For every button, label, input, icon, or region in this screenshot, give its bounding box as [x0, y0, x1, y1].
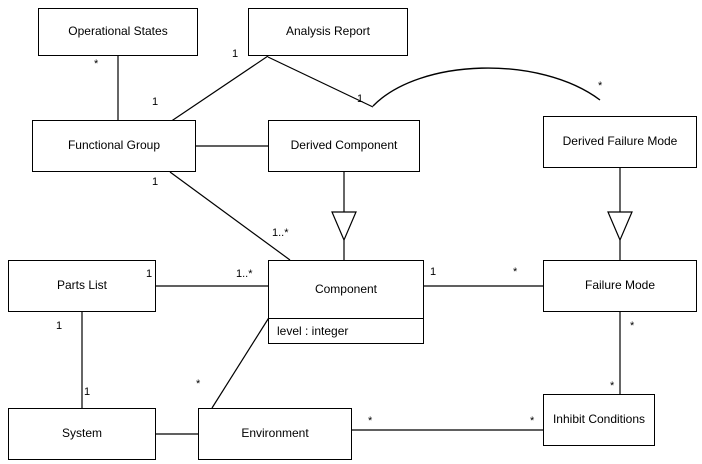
class-derived-component[interactable]	[268, 120, 420, 172]
class-name: Parts List	[56, 278, 107, 293]
multiplicity-label: *	[94, 58, 99, 70]
class-inhibit-conditions[interactable]	[543, 394, 655, 446]
multiplicity-label: *	[196, 378, 201, 390]
class-attribute: level : integer	[269, 318, 423, 343]
multiplicity-label: *	[598, 80, 603, 92]
class-operational-states[interactable]	[38, 8, 198, 56]
class-name: Operational States	[68, 24, 168, 39]
multiplicity-label: *	[513, 266, 518, 278]
multiplicity-label: 1	[152, 96, 159, 108]
multiplicity-label: 1	[56, 320, 63, 332]
multiplicity-label: *	[530, 415, 535, 427]
multiplicity-label: *	[610, 380, 615, 392]
class-failure-mode[interactable]	[543, 260, 697, 312]
multiplicity-label: *	[368, 415, 373, 427]
class-name: System	[61, 426, 102, 441]
multiplicity-label: 1	[357, 93, 364, 105]
class-derived-failure-mode[interactable]	[543, 116, 697, 168]
class-name: Failure Mode	[584, 278, 656, 293]
class-name: Analysis Report	[285, 24, 371, 39]
class-system[interactable]	[8, 408, 156, 460]
class-component[interactable]	[268, 260, 424, 344]
multiplicity-label: 1	[146, 268, 153, 280]
class-name: Inhibit Conditions	[552, 412, 646, 427]
class-name: Derived Component	[290, 138, 398, 153]
class-environment[interactable]	[198, 408, 352, 460]
multiplicity-label: *	[630, 320, 635, 332]
class-name: Functional Group	[67, 138, 161, 153]
class-name: Environment	[241, 426, 309, 441]
multiplicity-label: 1	[152, 176, 159, 188]
multiplicity-label: 1..*	[272, 227, 289, 239]
class-name: Component	[314, 281, 378, 296]
multiplicity-label: 1	[232, 48, 239, 60]
class-parts-list[interactable]	[8, 260, 156, 312]
multiplicity-label: 1..*	[236, 268, 253, 280]
class-name: Derived Failure Mode	[562, 134, 678, 149]
multiplicity-label: 1	[84, 386, 91, 398]
class-analysis-report[interactable]	[248, 8, 408, 56]
multiplicity-label: 1	[430, 266, 437, 278]
class-functional-group[interactable]	[32, 120, 196, 172]
